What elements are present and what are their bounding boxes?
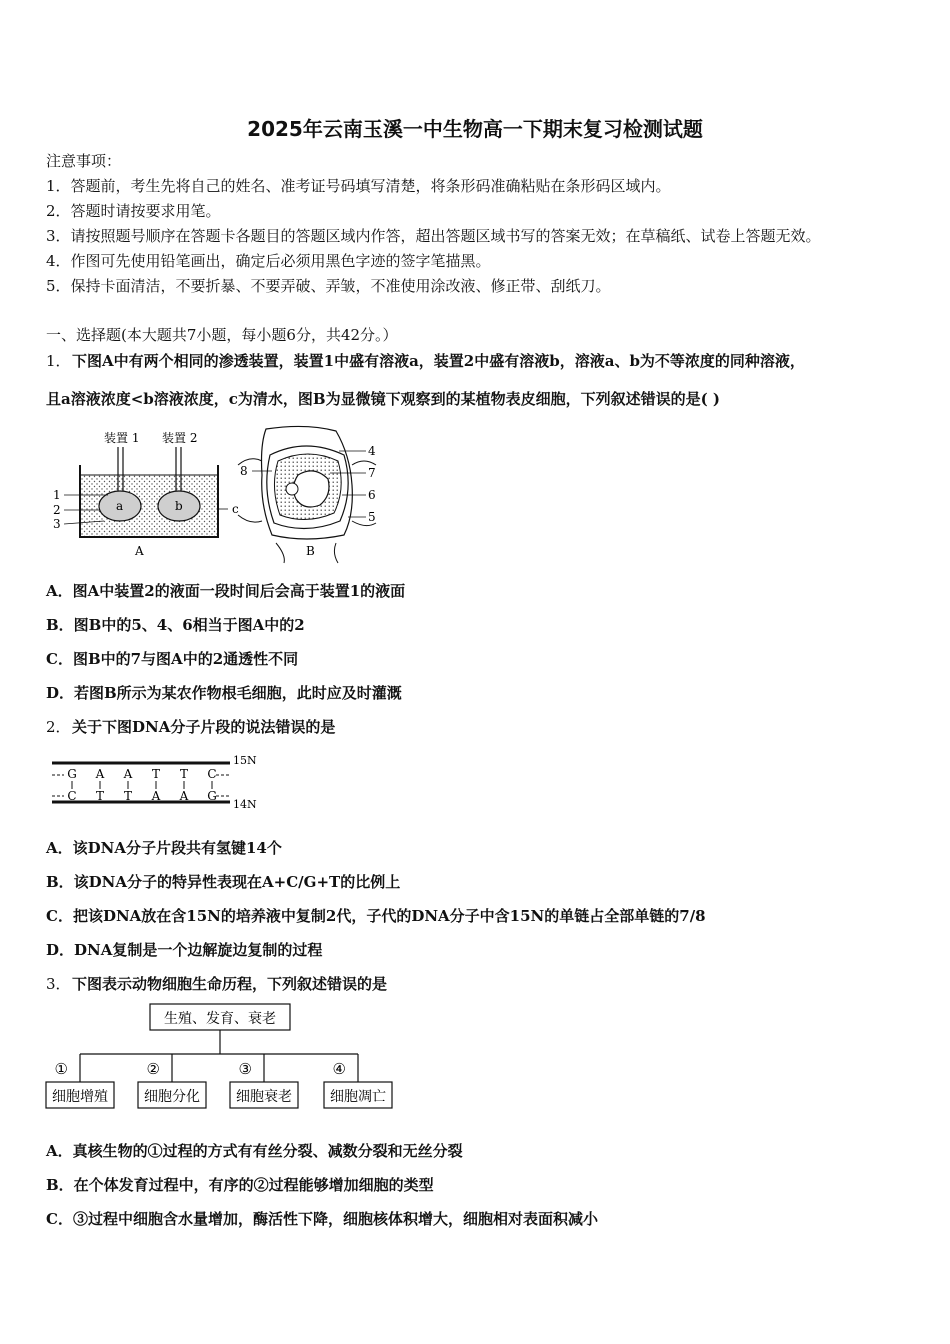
- option-c: C．③过程中细胞含水量增加，酶活性下降，细胞核体积增大，细胞相对表面积减小: [46, 1210, 598, 1228]
- label-c: c: [232, 502, 239, 516]
- label-14n: 14N: [233, 798, 257, 811]
- question-number: 1．: [46, 352, 71, 370]
- question-number: 2．: [46, 718, 71, 736]
- label-1: 1: [53, 488, 61, 502]
- branch-label: 细胞凋亡: [330, 1089, 386, 1105]
- label-a: a: [116, 499, 124, 513]
- label-device2: 装置 2: [162, 431, 198, 445]
- option-a: A．该DNA分子片段共有氢键14个: [46, 839, 282, 857]
- branch-label: 细胞衰老: [236, 1089, 292, 1105]
- osmosis-figure-a: [48, 425, 248, 565]
- section-heading: 一、选择题(本大题共7小题，每小题6分，共42分。）: [46, 326, 398, 344]
- dna-base-bottom: G: [207, 789, 217, 803]
- root-box-label: 生殖、发育、衰老: [164, 1011, 276, 1027]
- label-3: 3: [53, 517, 61, 531]
- branch-marker: ②: [146, 1060, 160, 1078]
- option-c: C．图B中的7与图A中的2通透性不同: [46, 650, 299, 668]
- option-d: D．DNA复制是一个边解旋边复制的过程: [46, 941, 323, 959]
- option-b: B．在个体发育过程中，有序的②过程能够增加细胞的类型: [46, 1176, 434, 1194]
- dna-base-bottom: A: [151, 789, 161, 803]
- dna-base-top: A: [95, 767, 105, 781]
- page-title: 2025年云南玉溪一中生物高一下期末复习检测试题: [247, 117, 703, 141]
- branch-label: 细胞分化: [144, 1089, 200, 1105]
- dna-base-top: T: [179, 767, 189, 781]
- label-b: b: [175, 499, 183, 513]
- label-4: 4: [368, 444, 376, 458]
- question-stem: 下图A中有两个相同的渗透装置，装置1中盛有溶液a，装置2中盛有溶液b，溶液a、b为不等浓度的同种溶液，: [72, 352, 805, 370]
- label-6: 6: [368, 488, 376, 502]
- label-7: 7: [368, 466, 376, 480]
- caption-a: A: [135, 544, 144, 558]
- dna-base-top: C: [207, 767, 217, 781]
- question-stem: 下图表示动物细胞生命历程，下列叙述错误的是: [72, 975, 388, 993]
- caption-b: B: [306, 544, 315, 558]
- label-8: 8: [240, 464, 248, 478]
- option-b: B．该DNA分子的特异性表现在A+C/G+T的比例上: [46, 873, 401, 891]
- option-d: D．若图B所示为某农作物根毛细胞，此时应及时灌溉: [46, 684, 402, 702]
- cell-figure-b: [236, 425, 386, 565]
- cell-life-figure: [40, 1002, 400, 1112]
- branch-marker: ④: [332, 1060, 346, 1078]
- label-15n: 15N: [233, 754, 257, 767]
- notice-item: 2．答题时请按要求用笔。: [46, 202, 221, 220]
- question-stem: 且a溶液浓度<b溶液浓度，c为清水，图B为显微镜下观察到的某植物表皮细胞，下列叙述错误的是( ): [46, 390, 721, 408]
- question-stem: 关于下图DNA分子片段的说法错误的是: [72, 718, 336, 736]
- notice-item: 3．请按照题号顺序在答题卡各题目的答题区域内作答，超出答题区域书写的答案无效；在草稿纸、试卷上答题无效。: [46, 227, 821, 245]
- question-number: 3．: [46, 975, 71, 993]
- dna-base-top: G: [67, 767, 77, 781]
- label-5: 5: [368, 510, 376, 524]
- notice-item: 4．作图可先使用铅笔画出，确定后必须用黑色字迹的签字笔描黑。: [46, 252, 491, 270]
- option-b: B．图B中的5、4、6相当于图A中的2: [46, 616, 305, 634]
- option-c: C．把该DNA放在含15N的培养液中复制2代，子代的DNA分子中含15N的单链占全部单链的7/8: [46, 907, 706, 925]
- branch-label: 细胞增殖: [52, 1089, 108, 1105]
- notice-item: 5．保持卡面清洁，不要折暴、不要弄破、弄皱，不准使用涂改液、修正带、刮纸刀。: [46, 277, 611, 295]
- option-a: A．真核生物的①过程的方式有有丝分裂、减数分裂和无丝分裂: [46, 1142, 463, 1160]
- notice-heading: 注意事项：: [46, 152, 122, 170]
- dna-figure: [46, 750, 266, 814]
- dna-base-bottom: T: [123, 789, 133, 803]
- dna-base-bottom: T: [95, 789, 105, 803]
- branch-marker: ①: [54, 1060, 68, 1078]
- label-2: 2: [53, 503, 61, 517]
- option-a: A．图A中装置2的液面一段时间后会高于装置1的液面: [46, 582, 406, 600]
- notice-item: 1．答题前，考生先将自己的姓名、准考证号码填写清楚，将条形码准确粘贴在条形码区域内。: [46, 177, 671, 195]
- dna-base-top: T: [151, 767, 161, 781]
- dna-base-bottom: C: [67, 789, 77, 803]
- branch-marker: ③: [238, 1060, 252, 1078]
- dna-base-top: A: [123, 767, 133, 781]
- dna-base-bottom: A: [179, 789, 189, 803]
- label-device1: 装置 1: [104, 431, 140, 445]
